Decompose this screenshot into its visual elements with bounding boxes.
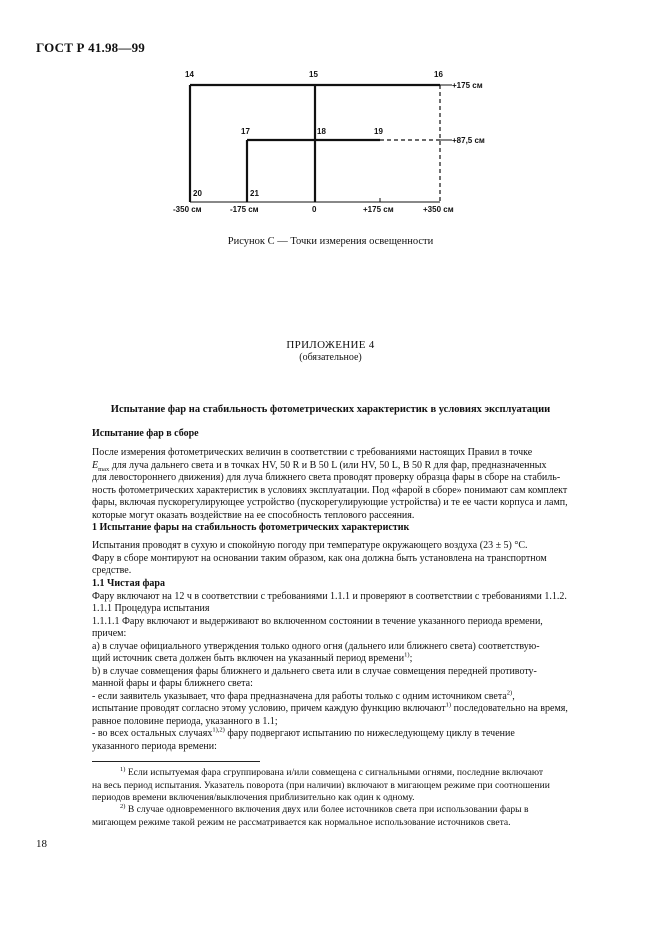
text-part: щий источник света должен быть включен на указанный период времени xyxy=(92,653,405,664)
sub-heading-text: Испытание фар в сборе xyxy=(92,428,199,439)
footnote-line xyxy=(92,767,600,780)
y-axis-label: +175 см xyxy=(452,81,483,90)
text-part: испытание проводят согласно этому условию, причем каждую функцию включают xyxy=(92,703,446,714)
text-line: для левостороннего движения) для луча ближнего света проводят проверку образца фары в сборе на стабиль- xyxy=(92,472,561,483)
footnote-mark: 1) xyxy=(120,765,126,773)
footnote-divider xyxy=(92,761,260,762)
text-line xyxy=(92,703,600,716)
text-line: указанного периода времени: xyxy=(92,740,217,752)
text-line: 1.1.1 Процедура испытания xyxy=(92,603,210,614)
footnote-mark: 2) xyxy=(120,802,126,810)
text-part: последовательно на время, xyxy=(451,703,568,714)
figure-caption: Рисунок С — Точки измерения освещенности xyxy=(227,236,434,247)
text-line-rest: для луча дальнего света и в точках HV, 50 R и B 50 L (или HV, 50 L, B 50 R для фар, предназначенных xyxy=(111,459,547,471)
text-line: фары, включая пускорегулирующее устройство (пускорегулирующие устройства) и те ее части корпуса и ламп, xyxy=(92,497,568,508)
footnote-line: на весь период испытания. Указатель поворота (при наличии) включают в мигающем режиме при соотношении xyxy=(92,779,550,791)
point-label-17: 17 xyxy=(241,127,250,136)
footnote-ref: 1) xyxy=(445,701,452,709)
text-line: Испытания проводят в сухую и спокойную погоду при температуре окружающего воздуха (23 ± 5) °С. xyxy=(92,540,528,551)
text-part: фару подвергают испытанию по нижеследующему циклу в течение xyxy=(224,728,515,739)
x-axis-label: -350 см xyxy=(173,205,202,214)
text-line: причем: xyxy=(92,628,127,639)
point-label-16: 16 xyxy=(434,70,443,79)
text-line: которые могут оказать воздействие на ее способность теплового рассеяния. xyxy=(92,509,415,521)
text-line xyxy=(92,728,600,741)
section-1-1 xyxy=(92,578,600,753)
text-part: , xyxy=(512,690,515,702)
point-label-18: 18 xyxy=(317,127,326,136)
text-part: В случае одновременного включения двух или более источников света при использовании фары в xyxy=(125,804,529,815)
section-1-heading xyxy=(92,522,600,535)
appendix-title: ПРИЛОЖЕНИЕ 4 xyxy=(286,339,375,351)
text-part: ; xyxy=(409,653,413,664)
text-line: ность фотометрических характеристик в условиях эксплуатации. Под «фарой в сборе» понимают сам комплект xyxy=(92,484,568,496)
section-main-title: Испытание фар на стабильность фотометрических характеристик в условиях эксплуатации xyxy=(110,404,551,415)
x-axis-label: 0 xyxy=(312,205,317,214)
text-part: Если испытуемая фара сгруппирована и/или совмещена с сигнальными огнями, последние включают xyxy=(125,767,544,778)
point-label-20: 20 xyxy=(193,189,202,198)
intro-paragraph xyxy=(92,447,600,522)
emax-subscript: max xyxy=(98,465,110,473)
document-header: ГОСТ Р 41.98—99 xyxy=(36,40,145,55)
text-line xyxy=(92,460,600,473)
footnote-line xyxy=(92,804,600,817)
section-1-paragraph xyxy=(92,540,600,578)
x-axis-label: +175 см xyxy=(363,205,394,214)
text-line xyxy=(92,691,600,704)
point-label-21: 21 xyxy=(250,189,259,198)
text-line: а) в случае официального утверждения только одного огня (дальнего или ближнего света) соответствую- xyxy=(92,640,540,652)
y-axis-label: +87,5 см xyxy=(452,136,485,145)
point-label-19: 19 xyxy=(374,127,383,136)
sub-heading xyxy=(92,428,600,441)
footnote-ref: 1) xyxy=(404,651,410,659)
text-line: Фару включают на 12 ч в соответствии с требованиями 1.1.1 и проверяют в соответствии с требованиями 1.1.2. xyxy=(92,590,567,602)
footnote-2 xyxy=(92,804,600,829)
text-line: манной фары и фары ближнего света: xyxy=(92,678,253,689)
footnote-line: периодов времени включения/выключения приблизительно как один к одному. xyxy=(92,792,415,803)
text-line: Фару в сборе монтируют на основании таким образом, как она должна быть установлена на транспортном xyxy=(92,552,547,564)
section-1-title: 1 Испытание фары на стабильность фотометрических характеристик xyxy=(92,522,410,533)
emax-symbol: E xyxy=(92,459,99,471)
text-line: b) в случае совмещения фары ближнего и дальнего света или в случае совмещения передней противоту- xyxy=(92,665,537,677)
text-line: После измерения фотометрических величин в соответствии с требованиями настоящих Правил в точке xyxy=(92,447,533,458)
footnote-line: мигающем режиме такой режим не рассматривается как нормальное использование источников света. xyxy=(92,816,511,828)
section-1-1-heading: 1.1 Чистая фара xyxy=(92,578,165,589)
footnote-1 xyxy=(92,767,600,805)
x-axis-label: -175 см xyxy=(230,205,259,214)
text-line: 1.1.1.1 Фару включают и выдерживают во включенном состоянии в течение указанного периода времени, xyxy=(92,615,543,627)
text-line xyxy=(92,653,600,666)
x-axis-label: +350 см xyxy=(423,205,454,214)
footnote-ref: 2) xyxy=(506,689,513,697)
text-line: равное половине периода, указанного в 1.1; xyxy=(92,715,278,727)
text-part: - если заявитель указывает, что фара предназначена для работы только с одним источником света xyxy=(92,690,507,702)
footnote-ref: 1),2) xyxy=(212,726,225,734)
point-label-15: 15 xyxy=(309,70,318,79)
measurement-points-figure xyxy=(0,0,661,230)
text-line: средстве. xyxy=(92,565,132,576)
page-number: 18 xyxy=(36,838,47,850)
appendix-subtitle: (обязательное) xyxy=(299,352,362,363)
point-label-14: 14 xyxy=(185,70,194,79)
text-part: - во всех остальных случаях xyxy=(92,728,213,739)
